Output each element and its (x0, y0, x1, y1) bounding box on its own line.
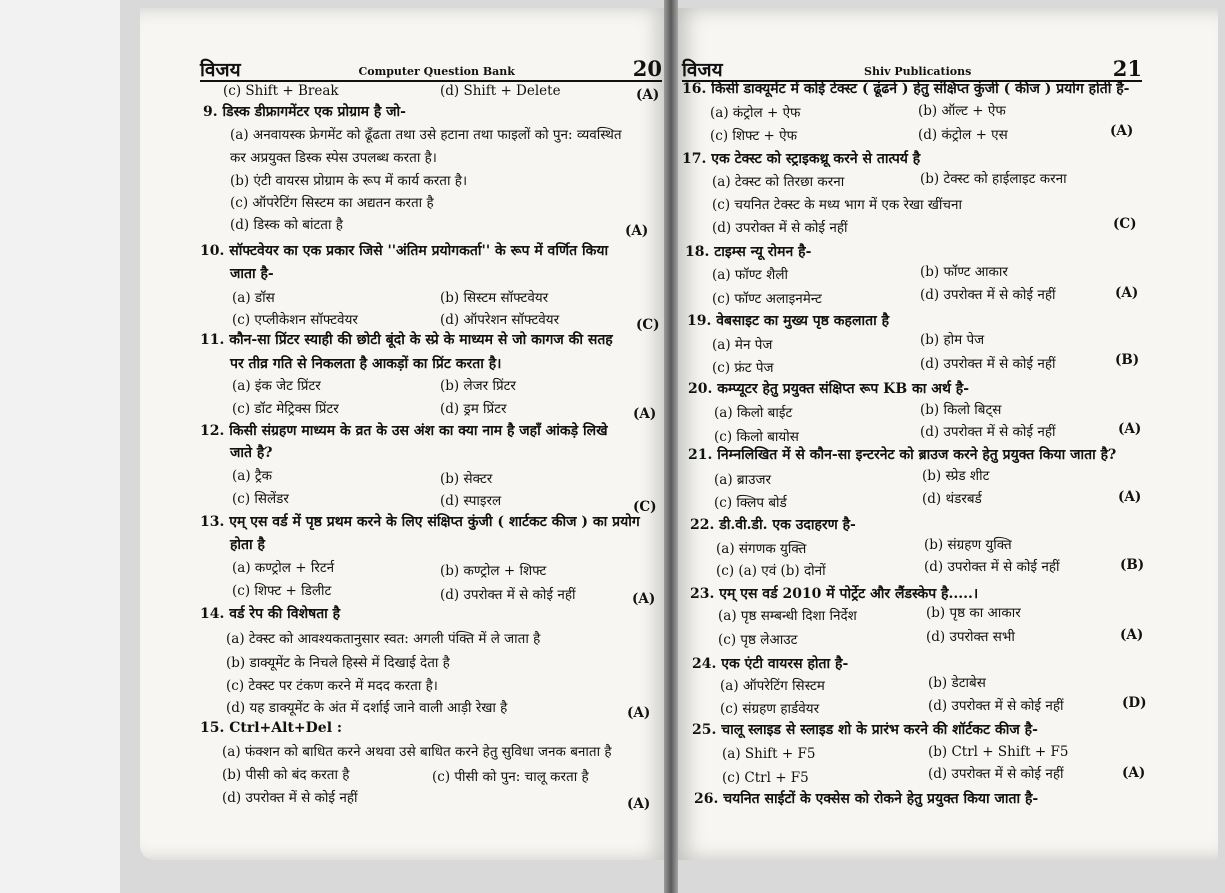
question-text: 14. वर्ड रेप की विशेषता है (200, 606, 341, 622)
answer-key: (A) (627, 796, 651, 812)
option-text: (d) उपरोक्त सभी (926, 629, 1015, 645)
question-text: पर तीव्र गति से निकलता है आकड़ों का प्रिंट करता है। (230, 356, 502, 372)
option-text: (c) एप्लीकेशन सॉफ्टवेयर (232, 312, 358, 328)
answer-key: (A) (625, 223, 649, 239)
option-text: (a) Shift + F5 (722, 746, 816, 762)
option-text: (c) शिफ्ट + ऐफ (710, 128, 798, 144)
option-text: (a) किलो बाईट (714, 405, 793, 421)
question-text: 17. एक टेक्स्ट को स्ट्राइकथ्रू करने से तात्पर्य है (682, 151, 921, 167)
answer-key: (A) (1118, 489, 1142, 505)
answer-key: (D) (1122, 695, 1147, 711)
option-text: (a) ट्रैक (232, 468, 273, 484)
answer-key: (A) (1110, 123, 1134, 139)
option-text: (a) कंट्रोल + ऐफ (710, 105, 801, 121)
option-text: (a) फंक्शन को बाधित करने अथवा उसे बाधित करने हेतु सुविधा जनक बनाता है (222, 744, 612, 760)
option-text: (c) किलो बायोस (714, 429, 799, 445)
option-text: (a) पृष्ठ सम्बन्धी दिशा निर्देश (718, 608, 857, 624)
option-text: (c) टेक्स्ट पर टंकण करने में मदद करता है। (226, 678, 438, 694)
question-text: 25. चालू स्लाइड से स्लाइड शो के प्रारंभ करने की शॉर्टकट कीज है- (692, 722, 1038, 738)
option-text: (d) उपरोक्त में से कोई नहीं (712, 220, 848, 236)
option-text: (c) (a) एवं (b) दोनों (716, 563, 826, 579)
option-text: (d) उपरोक्त में से कोई नहीं (928, 766, 1064, 782)
publisher-brand: विजय (200, 59, 241, 81)
option-text: (a) कण्ट्रोल + रिटर्न (232, 560, 335, 576)
question-text: 9. डिस्क डीफ्रागमेंटर एक प्रोग्राम है जो- (203, 104, 406, 120)
answer-key: (A) (1118, 421, 1142, 437)
option-text: (b) स्प्रेड शीट (922, 468, 990, 484)
option-text: (a) संगणक युक्ति (716, 541, 807, 557)
question-text: 19. वेबसाइट का मुख्य पृष्ठ कहलाता है (687, 313, 889, 329)
option-text: (a) मेन पेज (712, 337, 773, 353)
answer-key: (C) (633, 499, 657, 515)
option-text: (d) उपरोक्त में से कोई नहीं (222, 790, 358, 806)
option-text: (a) डॉस (232, 290, 275, 306)
page-number: 21 (1112, 56, 1142, 81)
option-text: (b) टेक्स्ट को हाईलाइट करना (920, 171, 1067, 187)
option-text: (d) उपरोक्त में से कोई नहीं (920, 356, 1056, 372)
option-text: (a) टेक्स्ट को आवश्यकतानुसार स्वत: अगली पंक्ति में ले जाता है (226, 631, 541, 647)
answer-key: (B) (1120, 557, 1145, 573)
option-text: (b) संग्रहण युक्ति (924, 537, 1012, 553)
answer-key: (C) (636, 317, 660, 333)
option-text: (b) लेजर प्रिंटर (440, 378, 516, 394)
option-text: (c) शिफ्ट + डिलीट (232, 583, 332, 599)
answer-key: (A) (633, 406, 657, 422)
right-page-header (682, 54, 1142, 82)
option-text: (d) उपरोक्त में से कोई नहीं (920, 287, 1056, 303)
answer-key: (A) (1120, 627, 1144, 643)
option-text: (b) पृष्ठ का आकार (926, 605, 1021, 621)
option-text: (b) एंटी वायरस प्रोग्राम के रूप में कार्य करता है। (230, 173, 468, 189)
option-text: (b) डाक्यूमेंट के निचले हिस्से में दिखाई देता है (226, 655, 450, 671)
question-text: 18. टाइम्स न्यू रोमन है- (685, 244, 812, 260)
page-number: 20 (632, 56, 662, 81)
answer-key: (A) (1122, 765, 1146, 781)
question-text: 10. सॉफ्टवेयर का एक प्रकार जिसे ''अंतिम प्रयोगकर्ता'' के रूप में वर्णित किया (200, 243, 609, 259)
question-text: जाते है? (230, 445, 273, 461)
option-text: (b) होम पेज (920, 332, 985, 348)
option-text: (a) फॉण्ट शैली (712, 267, 788, 283)
option-text: (b) डेटाबेस (928, 675, 986, 691)
option-text: (b) कण्ट्रोल + शिफ्ट (440, 563, 547, 579)
question-text: होता है (230, 537, 265, 553)
option-text: (c) ऑपरेटिंग सिस्टम का अद्यतन करता है (230, 195, 434, 211)
question-text: 22. डी.वी.डी. एक उदाहरण है- (690, 517, 856, 533)
option-text: (a) टेक्स्ट को तिरछा करना (712, 174, 845, 190)
option-text: (b) सेक्टर (440, 471, 493, 487)
book-gutter (664, 0, 678, 893)
publisher-brand: विजय (682, 59, 723, 81)
option-text: (c) सिलेंडर (232, 491, 289, 507)
question-text: 16. किसी डाक्यूमेंट में कोई टेक्स्ट ( ढूंढने ) हेतु संक्षिप्त कुंजी ( कीज ) प्रयोग होती है- (682, 81, 1130, 97)
option-text: (d) उपरोक्त में से कोई नहीं (928, 698, 1064, 714)
option-text: (a) ऑपरेटिंग सिस्टम (720, 678, 825, 694)
option-text: (b) फॉण्ट आकार (920, 264, 1008, 280)
publisher-name: Shiv Publications (864, 65, 972, 78)
option-text: (c) Ctrl + F5 (722, 770, 809, 786)
option-text: (d) उपरोक्त में से कोई नहीं (920, 424, 1056, 440)
option-text: (d) ऑपरेशन सॉफ्टवेयर (440, 312, 560, 328)
question-text: 21. निम्नलिखित में से कौन-सा इन्टरनेट को ब्राउज करने हेतु प्रयुक्त किया जाता है? (688, 447, 1117, 463)
option-text: (c) Shift + Break (223, 83, 339, 99)
answer-key: (A) (1115, 285, 1139, 301)
question-text: 15. Ctrl+Alt+Del : (200, 720, 343, 736)
question-text: 13. एम् एस वर्ड में पृष्ठ प्रथम करने के लिए संक्षिप्त कुंजी ( शार्टकट कीज ) का प्रयोग (200, 514, 640, 530)
option-text: (b) Ctrl + Shift + F5 (928, 744, 1069, 760)
option-text: (c) फ्रंट पेज (712, 360, 774, 376)
option-text: कर अप्रयुक्त डिस्क स्पेस उपलब्ध करता है। (230, 150, 437, 166)
option-text: (a) ब्राउजर (714, 472, 772, 488)
question-text: 11. कौन-सा प्रिंटर स्याही की छोटी बूंदो के स्प्रे के माध्यम से जो कागज की सतह (200, 332, 613, 348)
book-title: Computer Question Bank (358, 65, 515, 78)
option-text: (d) उपरोक्त में से कोई नहीं (924, 559, 1060, 575)
answer-key: (B) (1115, 352, 1140, 368)
option-text: (c) पीसी को पुन: चालू करता है (432, 769, 589, 785)
option-text: (b) किलो बिट्स (920, 402, 1002, 418)
option-text: (d) उपरोक्त में से कोई नहीं (440, 587, 576, 603)
left-page-header (200, 54, 662, 82)
option-text: (d) ड्रम प्रिंटर (440, 401, 507, 417)
option-text: (c) क्लिप बोर्ड (714, 495, 787, 511)
option-text: (b) ऑल्ट + ऐफ (918, 103, 1006, 119)
option-text: (c) पृष्ठ लेआउट (718, 632, 798, 648)
question-text: 20. कम्प्यूटर हेतु प्रयुक्त संक्षिप्त रूप KB का अर्थ है- (688, 381, 970, 397)
question-text: 24. एक एंटी वायरस होता है- (692, 656, 849, 672)
option-text: (b) पीसी को बंद करता है (222, 767, 350, 783)
option-text: (d) डिस्क को बांटता है (230, 217, 343, 233)
answer-key: (A) (632, 591, 656, 607)
answer-key: (A) (627, 705, 651, 721)
question-text: जाता है- (230, 266, 274, 282)
answer-key: (A) (636, 87, 660, 103)
option-text: (d) स्पाइरल (440, 493, 502, 509)
option-text: (c) डॉट मेट्रिक्स प्रिंटर (232, 401, 339, 417)
option-text: (a) अनवायस्क फ्रेगमेंट को ढूँढता तथा उसे हटाना तथा फाइलों को पुन: व्यवस्थित (230, 127, 622, 143)
option-text: (c) फॉण्ट अलाइनमेन्ट (712, 291, 822, 307)
option-text: (d) कंट्रोल + एस (918, 127, 1008, 143)
option-text: (d) यह डाक्यूमेंट के अंत में दर्शाई जाने वाली आड़ी रेखा है (226, 700, 508, 716)
option-text: (c) संग्रहण हार्डवेयर (720, 701, 820, 717)
question-text: 23. एम् एस वर्ड 2010 में पोर्ट्रेट और लैंडस्केप है.....। (690, 586, 979, 602)
option-text: (a) इंक जेट प्रिंटर (232, 378, 321, 394)
answer-key: (C) (1113, 216, 1137, 232)
option-text: (d) Shift + Delete (440, 83, 561, 99)
question-text: 26. चयनित साईटों के एक्सेस को रोकने हेतु प्रयुक्त किया जाता है- (694, 791, 1039, 807)
option-text: (d) थंडरबर्ड (922, 491, 982, 507)
question-text: 12. किसी संग्रहण माध्यम के व्रत के उस अंश का क्या नाम है जहाँ आंकड़े लिखे (200, 423, 608, 439)
option-text: (b) सिस्टम सॉफ्टवेयर (440, 290, 549, 306)
option-text: (c) चयनित टेक्स्ट के मध्य भाग में एक रेखा खींचना (712, 197, 962, 213)
